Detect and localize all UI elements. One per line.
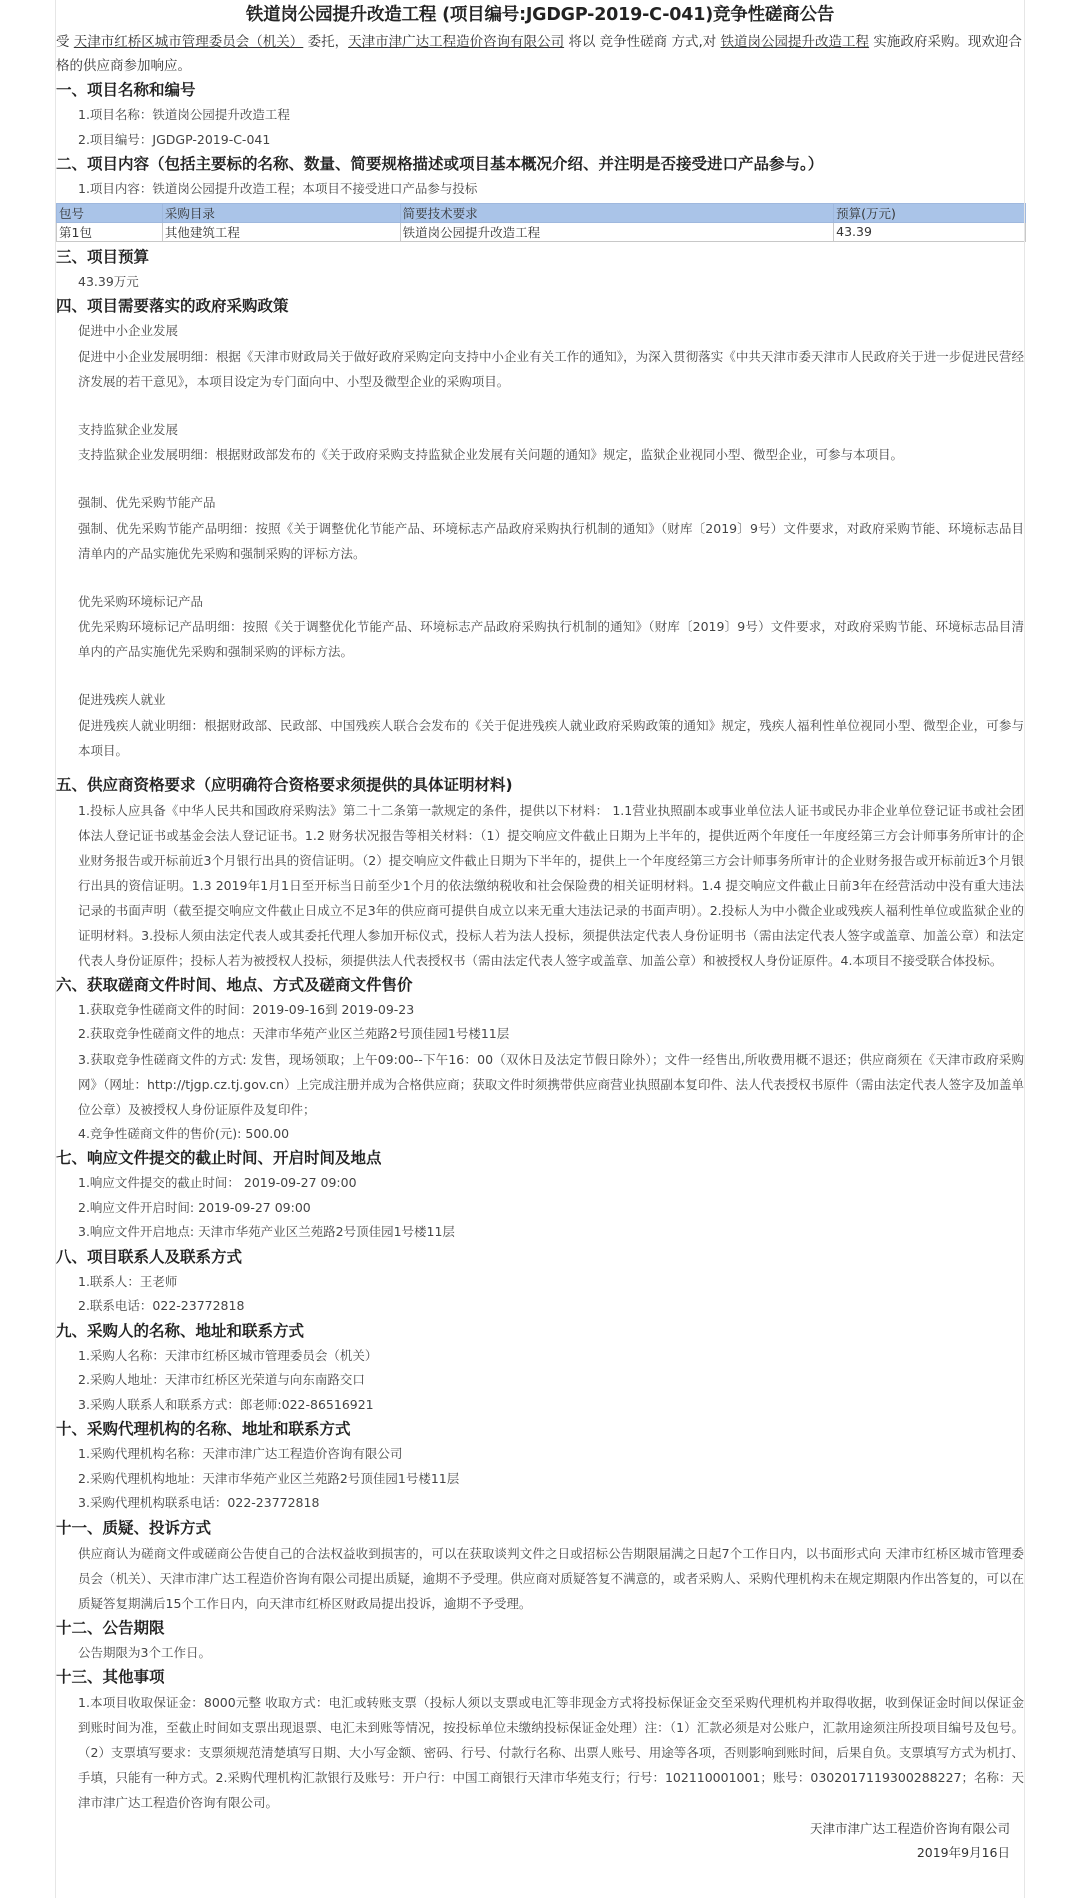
agency-name: 天津市津广达工程造价咨询有限公司	[348, 34, 565, 50]
section-heading: 五、供应商资格要求（应明确符合资格要求须提供的具体证明材料)	[56, 775, 513, 794]
section-heading: 八、项目联系人及联系方式	[56, 1247, 243, 1266]
header-budget: 预算(万元)	[834, 203, 1026, 222]
policy-title: 支持监狱企业发展	[78, 421, 179, 437]
header-catalog: 采购目录	[162, 203, 400, 222]
cell-requirement: 铁道岗公园提升改造工程	[400, 222, 834, 241]
section-heading: 十二、公告期限	[56, 1618, 165, 1637]
section-heading: 四、项目需要落实的政府采购政策	[56, 297, 289, 315]
section-6	[56, 973, 1024, 1147]
signature-org: 天津市津广达工程造价咨询有限公司	[809, 1821, 1010, 1836]
deadline-line: 1.响应文件提交的截止时间： 2019-09-27 09:00	[78, 1175, 357, 1190]
opening-location-line: 3.响应文件开启地点: 天津市华苑产业区兰苑路2号顶佳园1号楼11层	[78, 1224, 455, 1239]
table-row	[57, 222, 1026, 241]
signature-date: 2019年9月16日	[916, 1845, 1010, 1860]
budget-line: 43.39万元	[78, 273, 139, 289]
section-heading: 七、响应文件提交的截止时间、开启时间及地点	[56, 1149, 382, 1167]
section-heading: 十一、质疑、投诉方式	[56, 1518, 212, 1537]
policy-detail: 优先采购环境标记产品明细：按照《关于调整优化节能产品、环境标志产品政府采购执行机制的通知》（财库〔2019〕9号）文件要求，对政府采购节能、环境标志品目清单内的产品实施优先采购和强制采购的评标方法。	[78, 619, 1024, 659]
policy-title: 促进中小企业发展	[78, 323, 179, 338]
section-12	[56, 1616, 1024, 1666]
cell-budget: 43.39	[834, 222, 1026, 241]
section-4	[56, 294, 1024, 773]
other-matters-paragraph: 1.本项目收取保证金：8000元整 收取方式：电汇或转账支票（投标人须以支票或电汇等非现金方式将投标保证金交至采购代理机构并取得收据，收到保证金时间以保证金到账时间为准，至截止时间如支票出现退票、电汇未到账等情况，按投标单位未缴纳投标保证金处理）注：（1）汇款必须是对公账户，汇款用途须注所投项目编号及包号。（2）支票填写要求：支票须规范清楚填写日期、大小写金额、密码、行号、付款行名称、出票人账号、用途等各项，否则影响到账时间，后果自负。支票填写方式为机打、手填，只能有一种方式。2.采购代理机构汇款银行及账号：开户行：中国工商银行天津市华苑支行；行号：102110001001；账号：0302017119300288227；名称：天津市津广达工程造价咨询有限公司。	[78, 1695, 1024, 1810]
project-name-line: 1.项目名称：铁道岗公园提升改造工程	[78, 107, 290, 122]
header-requirement: 简要技术要求	[400, 203, 834, 222]
section-heading: 十、采购代理机构的名称、地址和联系方式	[56, 1420, 351, 1438]
agency-address-line: 2.采购代理机构地址：天津市华苑产业区兰苑路2号顶佳园1号楼11层	[78, 1470, 460, 1486]
section-8	[56, 1245, 1024, 1319]
doc-time-line: 1.获取竞争性磋商文件的时间：2019-09-16到 2019-09-23	[78, 1001, 415, 1017]
policy-detail: 支持监狱企业发展明细：根据财政部发布的《关于政府采购支持监狱企业发展有关问题的通知》规定，监狱企业视同小型、微型企业，可参与本项目。	[78, 447, 904, 462]
contact-name-line: 1.联系人：王老师	[78, 1273, 178, 1289]
section-7	[56, 1146, 1024, 1245]
policy-title: 促进残疾人就业	[78, 692, 166, 707]
table-header-row	[57, 203, 1026, 222]
section-heading: 九、采购人的名称、地址和联系方式	[56, 1321, 305, 1340]
header-package: 包号	[57, 203, 163, 222]
section-1	[56, 78, 1024, 152]
section-3	[56, 245, 1024, 295]
policy-title: 优先采购环境标记产品	[78, 593, 204, 609]
policy-detail: 促进残疾人就业明细：根据财政部、民政部、中国残疾人联合会发布的《关于促进残疾人就业政府采购政策的通知》规定，残疾人福利性单位视同小型、微型企业，可参与本项目。	[78, 717, 1024, 758]
policy-detail: 促进中小企业发展明细：根据《天津市财政局关于做好政府采购定向支持中小企业有关工作的通知》，为深入贯彻落实《中共天津市委天津市人民政府关于进一步促进民营经济发展的若干意见》，本项目设定为专门面向中、小型及微型企业的采购项目。	[78, 348, 1024, 389]
agency-name-line: 1.采购代理机构名称：天津市津广达工程造价咨询有限公司	[78, 1446, 403, 1461]
project-content-line: 1.项目内容：铁道岗公园提升改造工程；本项目不接受进口产品参与投标	[78, 181, 478, 196]
section-heading: 六、获取磋商文件时间、地点、方式及磋商文件售价	[56, 975, 413, 994]
notice-period-line: 公告期限为3个工作日。	[78, 1644, 211, 1660]
page-border-left	[55, 0, 56, 1898]
buyer-name-line: 1.采购人名称：天津市红桥区城市管理委员会（机关）	[78, 1347, 378, 1363]
buyer-contact-line: 3.采购人联系人和联系方式：郎老师:022-86516921	[78, 1396, 374, 1412]
project-number-line: 2.项目编号：JGDGP-2019-C-041	[78, 131, 271, 147]
intro-paragraph: 受 天津市红桥区城市管理委员会（机关） 委托，天津市津广达工程造价咨询有限公司 将以 竞争性磋商 方式,对 铁道岗公园提升改造工程 实施政府采购。现欢迎合格的供应商参加响应。	[56, 34, 1022, 74]
section-11	[56, 1516, 1024, 1616]
section-5	[56, 773, 1024, 973]
policy-title: 强制、优先采购节能产品	[78, 495, 216, 510]
complaint-paragraph: 供应商认为磋商文件或磋商公告使自己的合法权益收到损害的，可以在获取谈判文件之日或招标公告期限届满之日起7个工作日内，以书面形式向 天津市红桥区城市管理委员会（机关）、天津市津广达工程造价咨询有限公司提出质疑，逾期不予受理。供应商对质疑答复不满意的，或者采购人、采购代理机构未在规定期限内作出答复的，可以在质疑答复期满后15个工作日内，向天津市红桥区财政局提出投诉，逾期不予受理。	[78, 1545, 1024, 1611]
signature-block	[56, 1817, 1024, 1865]
agency-phone-line: 3.采购代理机构联系电话：022-23772818	[78, 1495, 320, 1510]
section-13	[56, 1665, 1024, 1815]
section-heading: 三、项目预算	[56, 247, 150, 266]
cell-catalog: 其他建筑工程	[162, 222, 400, 241]
section-heading: 一、项目名称和编号	[56, 81, 196, 99]
section-10	[56, 1417, 1024, 1516]
cell-package: 第1包	[57, 222, 163, 241]
page-border-right	[1024, 0, 1025, 1898]
package-table	[56, 203, 1026, 242]
qualification-requirements: 1.投标人应具备《中华人民共和国政府采购法》第二十二条第一款规定的条件，提供以下材料： 1.1营业执照副本或事业单位法人证书或民办非企业单位登记证书或社会团体法人登记证书或基金会法人登记证书。1.2 财务状况报告等相关材料：（1）提交响应文件截止日期为上半年的，提供近两个年度任一年度经第三方会计师事务所审计的企业财务报告或开标前近3个月银行出具的资信证明。（2）提交响应文件截止日期为下半年的，提供上一个年度经第三方会计师事务所审计的企业财务报告或开标前近3个月银行出具的资信证明。1.3 2019年1月1日至开标当日前至少1个月的依法缴纳税收和社会保险费的相关证明材料。1.4 提交响应文件截止日前3年在经营活动中没有重大违法记录的书面声明（截至提交响应文件截止日成立不足3年的供应商可提供自成立以来无重大违法记录的书面声明）。2.投标人为中小微企业或残疾人福利性单位或监狱企业的证明材料。3.投标人须由法定代表人或其委托代理人参加开标仪式，投标人若为法人投标，须提供法定代表人身份证明书（需由法定代表人签字或盖章、加盖公章）和法定代表人身份证原件；投标人若为被授权人投标，须提供法人代表授权书（需由法定代表人签字或盖章、加盖公章）和被授权人身份证原件。4.本项目不接受联合体投标。	[78, 802, 1024, 968]
page-title: 铁道岗公园提升改造工程 (项目编号:JGDGP-2019-C-041)竞争性磋商公告	[245, 5, 835, 25]
doc-location-line: 2.获取竞争性磋商文件的地点：天津市华苑产业区兰苑路2号顶佳园1号楼11层	[78, 1026, 510, 1041]
section-heading: 二、项目内容（包括主要标的名称、数量、简要规格描述或项目基本概况介绍、并注明是否接受进口产品参与。）	[56, 155, 824, 173]
doc-price-line: 4.竞争性磋商文件的售价(元): 500.00	[78, 1125, 290, 1141]
section-2	[56, 152, 1024, 242]
buyer-address-line: 2.采购人地址：天津市红桥区光荣道与向东南路交口	[78, 1372, 365, 1387]
buyer-name: 天津市红桥区城市管理委员会（机关）	[73, 34, 304, 50]
opening-time-line: 2.响应文件开启时间: 2019-09-27 09:00	[78, 1199, 311, 1215]
doc-method-paragraph: 3.获取竞争性磋商文件的方式: 发售，现场领取；上午09:00--下午16：00（双休日及法定节假日除外）；文件一经售出,所收费用概不退还；供应商须在《天津市政府采购网》（网址：http://tjgp.cz.tj.gov.cn）上完成注册并成为合格供应商；获取文件时须携带供应商营业执照副本复印件、法人代表授权书原件（需由法定代表人签字及加盖单位公章）及被授权人身份证原件及复印件；	[78, 1051, 1024, 1117]
policy-detail: 强制、优先采购节能产品明细：按照《关于调整优化节能产品、环境标志产品政府采购执行机制的通知》（财库〔2019〕9号）文件要求，对政府采购节能、环境标志品目清单内的产品实施优先采购和强制采购的评标方法。	[78, 520, 1024, 561]
section-heading: 十三、其他事项	[56, 1668, 165, 1686]
section-9	[56, 1319, 1024, 1418]
contact-phone-line: 2.联系电话：022-23772818	[78, 1298, 245, 1313]
project-name: 铁道岗公园提升改造工程	[720, 34, 870, 50]
